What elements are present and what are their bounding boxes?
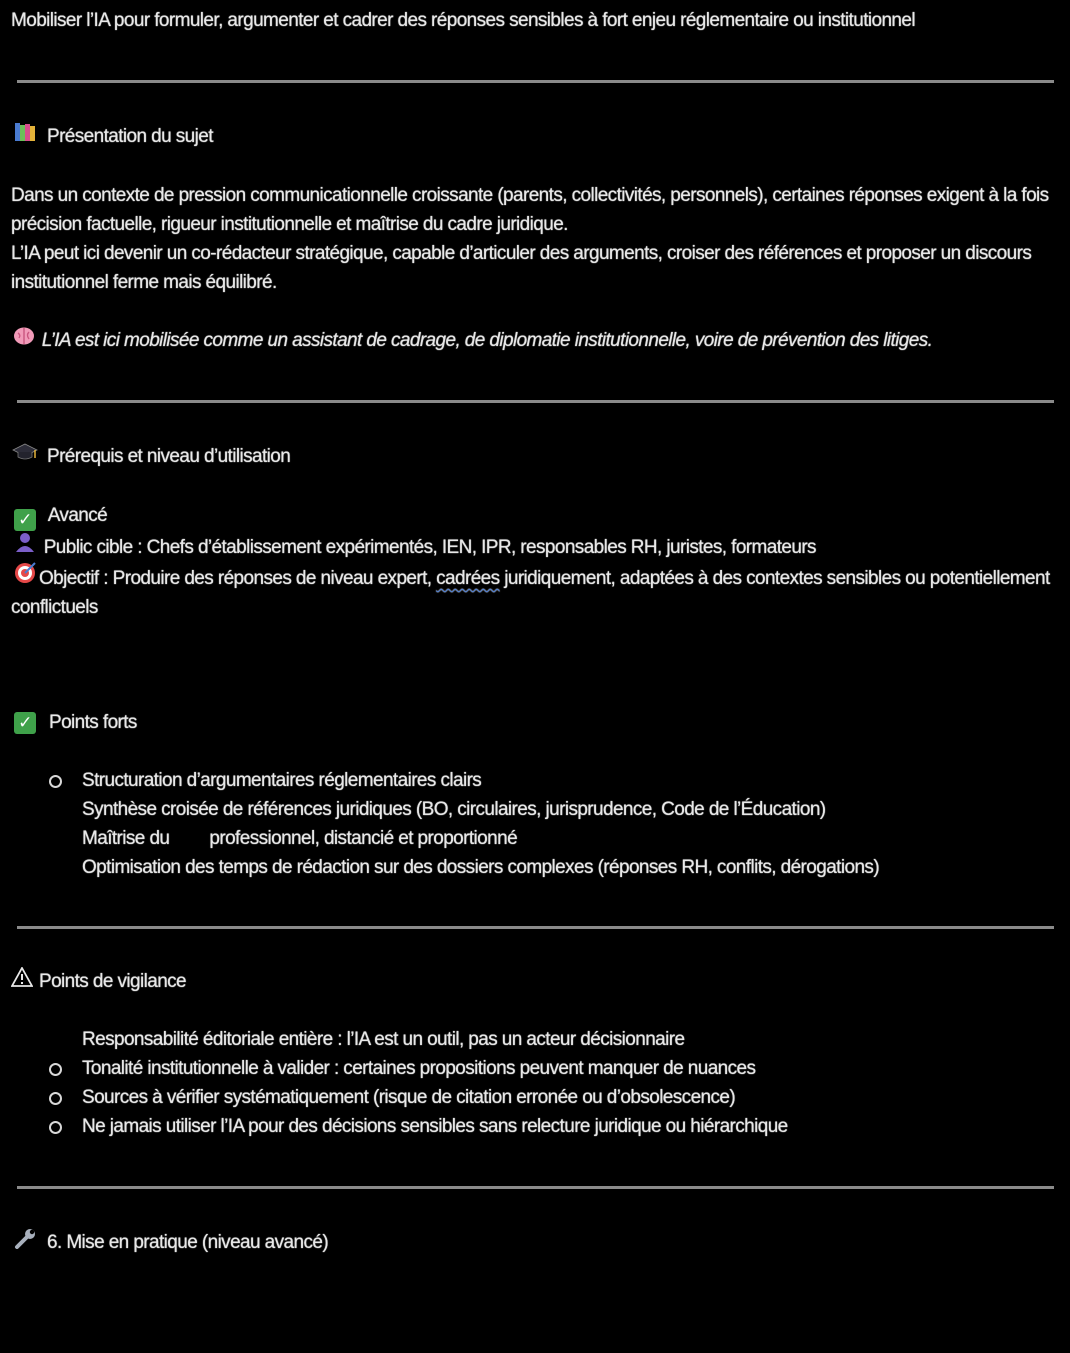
target-icon	[11, 562, 39, 593]
check-icon: ✓	[14, 712, 36, 734]
graduation-cap-icon	[11, 441, 39, 472]
public-text: Public cible : Chefs d’établissement expérimentés, IEN, IPR, responsables RH, juristes, formateurs	[43, 537, 816, 558]
divider	[17, 1186, 1054, 1189]
brain-icon	[11, 326, 37, 355]
list-item	[11, 1112, 1061, 1141]
list-item	[11, 824, 1061, 853]
person-icon	[11, 531, 39, 562]
warning-icon	[11, 967, 35, 996]
objective-text-start: Objectif : Produire des réponses de niveau expert,	[39, 568, 437, 589]
divider	[17, 926, 1054, 929]
section-title: Présentation du sujet	[47, 126, 213, 147]
prerequisites-level	[11, 501, 1061, 531]
list-item	[11, 766, 1061, 795]
list-item-text: professionnel, distancié et proportionné	[209, 828, 518, 849]
presentation-paragraph: L’IA peut ici devenir un co-rédacteur stratégique, capable d’articuler des arguments, croiser des références et proposer un discours institutionnel ferme mais équilibré.	[11, 243, 1032, 293]
section-heading-practice	[11, 1227, 1061, 1258]
list-item	[11, 1054, 1061, 1083]
list-item	[11, 853, 1061, 882]
objective-text-end: juridiquement, adaptées à des contextes sensibles ou potentiellement conflictuels	[11, 568, 1050, 618]
list-item	[11, 1025, 1061, 1054]
section-heading-prerequisites	[11, 441, 1061, 472]
level-text: Avancé	[47, 505, 108, 526]
list-item-text: Maîtrise du	[82, 828, 170, 849]
strengths-list	[11, 766, 1061, 882]
check-icon: ✓	[14, 509, 36, 531]
presentation-paragraph: Dans un contexte de pression communicationnelle croissante (parents, collectivités, personnels), certaines réponses exigent à la fois précision factuelle, rigueur institutionnelle et maîtrise du cadre juridique.	[11, 185, 1049, 235]
list-item-text: Structuration d’argumentaires réglementaires clairs	[82, 770, 482, 791]
section-title: Prérequis et niveau d’utilisation	[47, 446, 291, 467]
list-item	[11, 1083, 1061, 1112]
list-item-text: Optimisation des temps de rédaction sur des dossiers complexes (réponses RH, conflits, dérogations)	[82, 857, 880, 878]
divider	[17, 80, 1054, 83]
presentation-note	[11, 326, 1061, 355]
note-text: L’IA est ici mobilisée comme un assistant de cadrage, de diplomatie institutionnelle, voire de prévention des litiges.	[41, 330, 933, 351]
vigilance-list	[11, 1025, 1061, 1141]
books-icon	[11, 121, 39, 152]
objective-underlined-word: cadrées	[436, 568, 500, 589]
list-item-text: Synthèse croisée de références juridiques (BO, circulaires, jurisprudence, Code de l’Éducation)	[82, 799, 826, 820]
list-item	[11, 795, 1061, 824]
wrench-icon	[11, 1227, 39, 1258]
list-item-text: Tonalité institutionnelle à valider : certaines propositions peuvent manquer de nuances	[82, 1058, 756, 1079]
document	[11, 6, 1061, 1258]
section-title: Points forts	[49, 712, 137, 733]
intro-text: Mobiliser l’IA pour formuler, argumenter et cadrer des réponses sensibles à fort enjeu réglementaire ou institutionnel	[11, 10, 915, 31]
section-title: Points de vigilance	[39, 971, 187, 992]
list-item-text: Sources à vérifier systématiquement (risque de citation erronée ou d’obsolescence)	[82, 1087, 736, 1108]
section-heading-vigilance	[11, 967, 1061, 996]
prerequisites-public	[11, 531, 1061, 562]
section-title: 6. Mise en pratique (niveau avancé)	[47, 1232, 329, 1253]
section-heading-presentation	[11, 121, 1061, 152]
list-item-text: Ne jamais utiliser l’IA pour des décisions sensibles sans relecture juridique ou hiérarchique	[82, 1116, 788, 1137]
list-item-text: Responsabilité éditoriale entière : l’IA est un outil, pas un acteur décisionnaire	[82, 1029, 685, 1050]
section-heading-strengths	[11, 708, 1061, 737]
prerequisites-objective	[11, 562, 1061, 622]
divider	[17, 400, 1054, 403]
